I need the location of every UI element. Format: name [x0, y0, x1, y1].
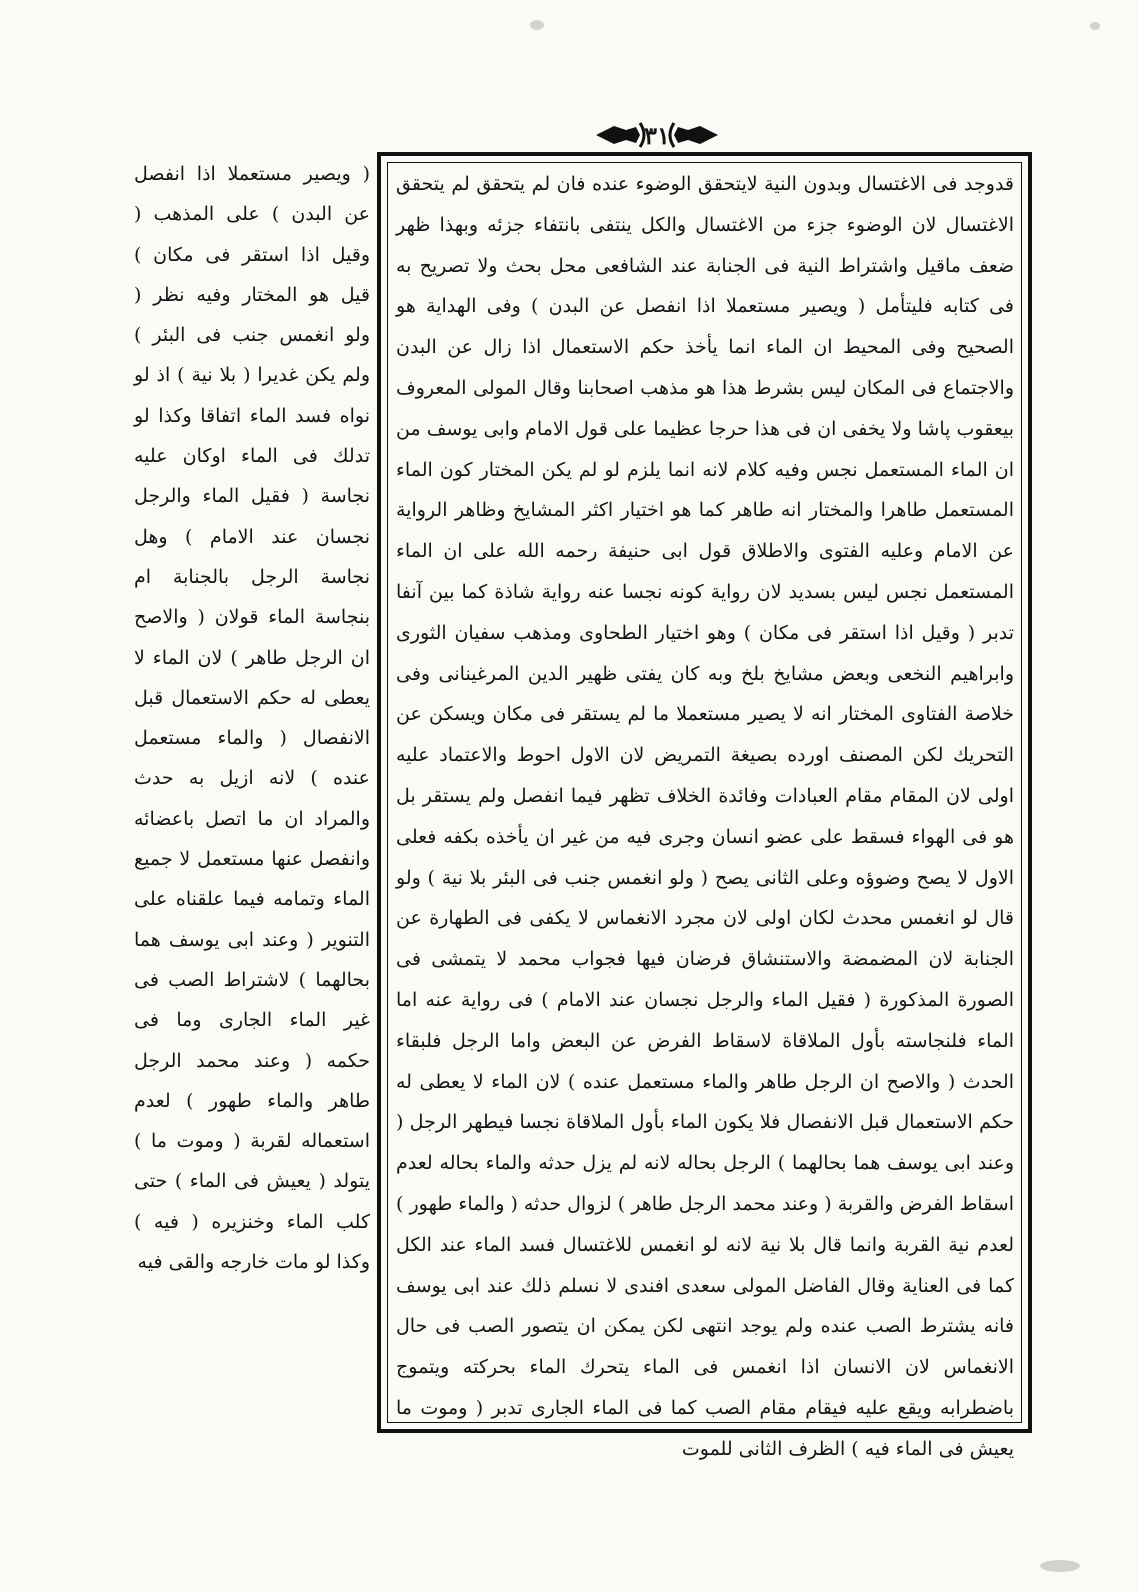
scan-speck — [530, 20, 544, 30]
margin-commentary — [134, 154, 370, 1334]
page-header — [592, 118, 722, 152]
page-number: ٣١ — [644, 120, 670, 150]
margin-commentary-paragraph: ( ويصير مستعملا اذا انفصل عن البدن ) على المذهب ( وقيل اذا استقر فى مكان ) قيل هو المختار وفيه نظر ( ولو انغمس جنب فى البئر ) ولم يكن غديرا ( بلا نية ) اذ لو نواه فسد الماء اتفاقا وكذا لو تدلك فى الماء اوكان عليه نجاسة ( فقيل الماء والرجل نجسان عند الامام ) وهل نجاسة الرجل بالجنابة ام بنجاسة الماء قولان ( والاصح ان الرجل طاهر ) لان الماء لا يعطى له حكم الاستعمال قبل الانفصال ( والماء مستعمل عنده ) لانه ازيل به حدث والمراد ان ما اتصل باعضائه وانفصل عنها مستعمل لا جميع الماء وتمامه فيما علقناه على التنوير ( وعند ابى يوسف هما بحالهما ) لاشتراط الصب فى غير الماء الجارى وما فى حكمه ( وعند محمد الرجل طاهر والماء طهور ) لعدم استعماله لقربة ( وموت ما ) يتولد ( يعيش فى الماء ) حتى كلب الماء وخنزيره ( فيه ) وكذا لو مات خارجه والقى فيه — [134, 163, 370, 1274]
scan-speck — [1090, 22, 1100, 30]
main-text-body — [396, 164, 1014, 1460]
main-text-paragraph: قدوجد فى الاغتسال وبدون النية لايتحقق الوضوء عنده فان لم يتحقق لم يتحقق الاغتسال لان الوضوء جزء من الاغتسال والكل ينتفى بانتفاء جزئه وبهذا ظهر ضعف ماقيل واشتراط النية فى الجنابة عند الشافعى محل بحث ولا تصريح به فى كتابه فليتأمل ( ويصير مستعملا اذا انفصل عن البدن ) وفى الهداية هو الصحيح وفى المحيط ان الماء انما يأخذ حكم الاستعمال اذا زال عن البدن والاجتماع فى المكان ليس بشرط هذا هو مذهب اصحابنا وقال المولى المعروف بيعقوب پاشا ولا يخفى ان فى هذا حرجا عظيما على قول الامام وابى يوسف من ان الماء المستعمل نجس وفيه كلام لانه انما يلزم لو لم يكن المختار كون الماء المستعمل طاهرا والمختار انه طاهر كما هو اختيار اكثر المشايخ وظاهر الرواية عن الامام وعليه الفتوى والاطلاق قول ابى حنيفة رحمه الله على ان الماء المستعمل نجس ليس بسديد لان رواية كونه نجسا عنه رواية شاذة كما بين آنفا تدبر ( وقيل اذا استقر فى مكان ) وهو اختيار الطحاوى ومذهب سفيان الثورى وابراهيم النخعى وبعض مشايخ بلخ وبه كان يفتى ظهير الدين المرغينانى وفى خلاصة الفتاوى المختار انه لا يصير مستعملا ما لم يستقر فى مكان ويسكن عن التحريك لكن المصنف اورده بصيغة التمريض لان الاول احوط والاعتماد عليه اولى لان المقام مقام العبادات وفائدة الخلاف تظهر فيما انفصل ولم يستقر بل هو فى الهواء فسقط على عضو انسان وجرى فيه من غير ان يأخذه بكفه فعلى الاول لا يصح وضوؤه وعلى الثانى يصح ( ولو انغمس جنب فى البئر بلا نية ) ولو قال لو انغمس محدث لكان اولى لان مجرد الانغماس لا يكفى فى الطهارة عن الجنابة لان المضمضة والاستنشاق فرضان فيها فجواب محمد لا يتمشى فى الصورة المذكورة ( فقيل الماء والرجل نجسان عند الامام ) فى رواية عنه اما الماء فلنجاسته بأول الملاقاة لاسقاط الفرض عن البعض واما الرجل فلبقاء الحدث ( والاصح ان الرجل طاهر والماء مستعمل عنده ) لان الماء لا يعطى له حكم الاستعمال قبل الانفصال فلا يكون الماء بأول الملاقاة نجسا فيطهر الرجل ( وعند ابى يوسف هما بحالهما ) الرجل بحاله لانه لم يزل حدثه والماء بحاله لعدم اسقاط الفرض والقربة ( وعند محمد الرجل طاهر ) لزوال حدثه ( والماء طهور ) لعدم نية القربة وانما قال بلا نية لانه لو انغمس للاغتسال فسد الماء عند الكل كما فى العناية وقال الفاضل المولى سعدى افندى لا نسلم ذلك عند ابى يوسف فانه يشترط الصب عنده ولم يوجد انتهى لكن يمكن ان يتصور الصب فى حال الانغماس لان الانسان اذا انغمس فى الماء يتحرك الماء بحركته ويتموج باضطرابه ويقع عليه فيقام مقام الصب كما فى الماء الجارى تدبر ( وموت ما يعيش فى الماء فيه ) الظرف الثانى للموت — [396, 173, 1014, 1460]
scan-speck — [1040, 1560, 1080, 1572]
